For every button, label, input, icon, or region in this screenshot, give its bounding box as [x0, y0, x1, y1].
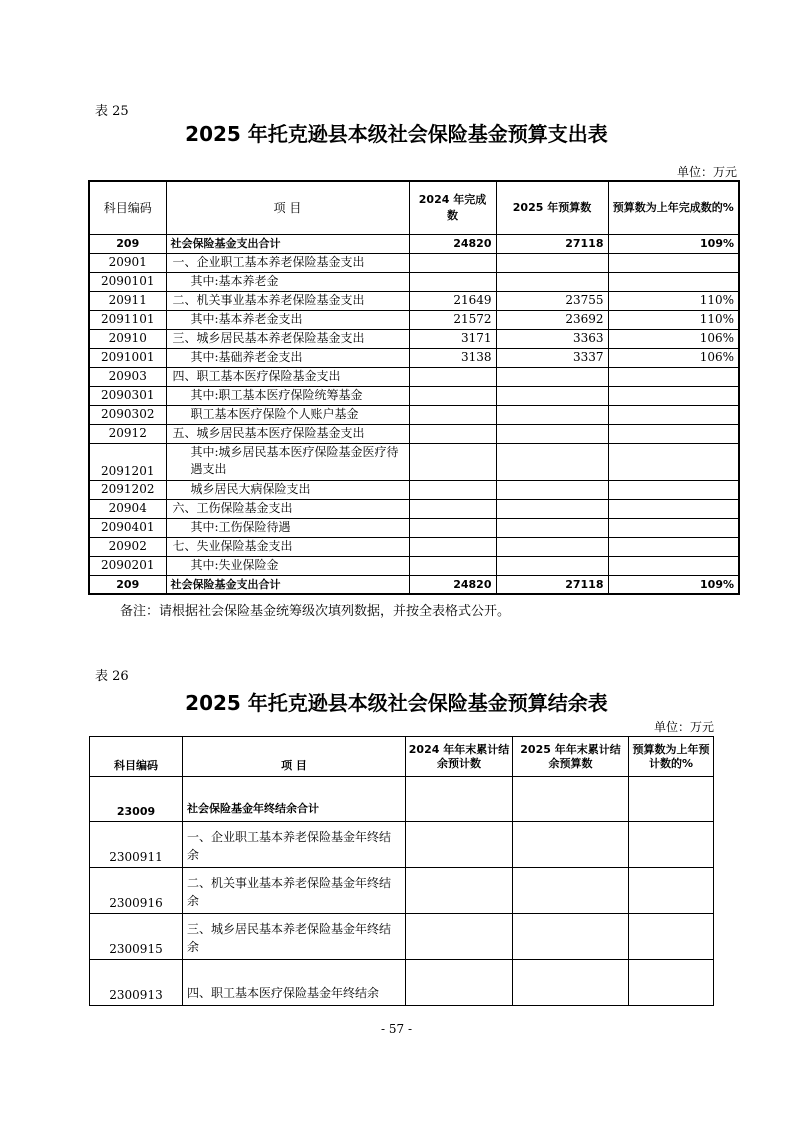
row-2025-value — [513, 914, 629, 960]
row-2025-value — [496, 537, 608, 556]
table-row — [89, 556, 739, 575]
col-header-code: 科目编码 — [89, 181, 166, 234]
row-2025-value — [513, 822, 629, 868]
row-item: 一、企业职工基本养老保险基金年终结余 — [183, 822, 406, 868]
row-2025-value — [496, 272, 608, 291]
table-row — [89, 537, 739, 556]
table25-note: 备注：请根据社会保险基金统筹级次填列数据，并按全表格式公开。 — [120, 604, 511, 619]
row-code: 209 — [89, 575, 166, 594]
row-pct-value — [608, 518, 739, 537]
row-item: 二、机关事业基本养老保险基金年终结余 — [183, 868, 406, 914]
row-code: 2300916 — [90, 868, 183, 914]
table-row — [89, 518, 739, 537]
row-2024-value — [406, 960, 513, 1006]
row-2024-value: 3171 — [409, 329, 496, 348]
row-2025-value — [496, 386, 608, 405]
row-2024-value — [409, 556, 496, 575]
row-2024-value — [409, 518, 496, 537]
row-code: 2091202 — [89, 480, 166, 499]
table-row — [89, 348, 739, 367]
row-2025-value — [496, 518, 608, 537]
row-2024-value — [406, 868, 513, 914]
row-pct-value — [629, 822, 714, 868]
row-2025-value — [513, 960, 629, 1006]
row-pct-value — [608, 424, 739, 443]
row-2024-value: 21649 — [409, 291, 496, 310]
row-item: 七、失业保险基金支出 — [166, 537, 409, 556]
col-header-pct: 预算数为上年完成数的% — [608, 181, 739, 234]
row-2024-value — [406, 822, 513, 868]
table-header-row — [90, 737, 714, 777]
row-2024-value — [409, 480, 496, 499]
table26-title: 2025 年托克逊县本级社会保险基金预算结余表 — [185, 691, 608, 715]
table25-label: 表 25 — [95, 104, 129, 119]
col-header-code: 科目编码 — [90, 737, 183, 777]
row-2024-value: 24820 — [409, 575, 496, 594]
row-2025-value — [496, 367, 608, 386]
row-pct-value — [629, 777, 714, 822]
row-pct-value: 109% — [608, 234, 739, 253]
row-2025-value: 23755 — [496, 291, 608, 310]
table-row — [89, 272, 739, 291]
table-row — [89, 329, 739, 348]
row-2025-value — [496, 424, 608, 443]
row-item: 社会保险基金年终结余合计 — [183, 777, 406, 822]
row-item: 六、工伤保险基金支出 — [166, 499, 409, 518]
table-row — [89, 234, 739, 253]
table-row — [89, 575, 739, 594]
table-row — [89, 386, 739, 405]
row-pct-value — [608, 367, 739, 386]
row-code: 2091101 — [89, 310, 166, 329]
table-row — [90, 868, 714, 914]
row-item: 四、职工基本医疗保险基金年终结余 — [183, 960, 406, 1006]
row-pct-value: 106% — [608, 329, 739, 348]
row-2025-value — [496, 499, 608, 518]
row-2024-value — [409, 367, 496, 386]
row-pct-value: 106% — [608, 348, 739, 367]
row-pct-value: 110% — [608, 310, 739, 329]
table-row — [90, 777, 714, 822]
table-header-row — [89, 181, 739, 234]
row-pct-value — [629, 960, 714, 1006]
row-2024-value — [409, 499, 496, 518]
row-code: 2090101 — [89, 272, 166, 291]
row-2025-value — [513, 777, 629, 822]
col-header-2025: 2025 年预算数 — [496, 181, 608, 234]
row-item: 职工基本医疗保险个人账户基金 — [166, 405, 409, 424]
row-2024-value: 21572 — [409, 310, 496, 329]
row-code: 20911 — [89, 291, 166, 310]
table-row — [89, 480, 739, 499]
row-pct-value — [608, 272, 739, 291]
row-code: 2300911 — [90, 822, 183, 868]
row-2025-value — [496, 556, 608, 575]
row-code: 2090201 — [89, 556, 166, 575]
row-2024-value — [406, 914, 513, 960]
row-pct-value — [608, 480, 739, 499]
row-2024-value — [406, 777, 513, 822]
row-2025-value: 27118 — [496, 575, 608, 594]
budget-expenditure-table — [88, 180, 740, 595]
row-2025-value — [496, 405, 608, 424]
row-2024-value: 3138 — [409, 348, 496, 367]
row-2025-value: 3337 — [496, 348, 608, 367]
row-code: 20902 — [89, 537, 166, 556]
table26-label: 表 26 — [95, 669, 129, 684]
row-2025-value: 27118 — [496, 234, 608, 253]
row-pct-value: 109% — [608, 575, 739, 594]
row-item: 其中:基本养老金 — [166, 272, 409, 291]
table-row — [89, 291, 739, 310]
table26-unit: 单位：万元 — [653, 720, 714, 734]
table-row — [89, 499, 739, 518]
budget-balance-table — [89, 736, 714, 1006]
row-code: 23009 — [90, 777, 183, 822]
row-2025-value — [513, 868, 629, 914]
table-row — [90, 914, 714, 960]
row-code: 209 — [89, 234, 166, 253]
table-row — [89, 367, 739, 386]
row-2025-value — [496, 480, 608, 499]
col-header-2024: 2024 年完成数 — [409, 181, 496, 234]
row-item: 三、城乡居民基本养老保险基金支出 — [166, 329, 409, 348]
row-pct-value — [608, 443, 739, 480]
row-2024-value — [409, 405, 496, 424]
row-pct-value — [629, 914, 714, 960]
row-code: 20912 — [89, 424, 166, 443]
row-item: 其中:职工基本医疗保险统筹基金 — [166, 386, 409, 405]
table-row — [89, 424, 739, 443]
row-code: 2091201 — [89, 443, 166, 480]
row-2024-value — [409, 253, 496, 272]
table25-unit: 单位：万元 — [676, 165, 737, 179]
row-item: 城乡居民大病保险支出 — [166, 480, 409, 499]
row-code: 2300913 — [90, 960, 183, 1006]
col-header-item: 项 目 — [183, 737, 406, 777]
row-2024-value — [409, 443, 496, 480]
table-row — [89, 443, 739, 480]
row-item: 其中:城乡居民基本医疗保险基金医疗待遇支出 — [166, 443, 409, 480]
row-item: 三、城乡居民基本养老保险基金年终结余 — [183, 914, 406, 960]
row-pct-value — [608, 537, 739, 556]
row-code: 20904 — [89, 499, 166, 518]
row-pct-value — [629, 868, 714, 914]
row-item: 其中:基础养老金支出 — [166, 348, 409, 367]
row-item: 其中:工伤保险待遇 — [166, 518, 409, 537]
row-code: 20910 — [89, 329, 166, 348]
table-row — [90, 822, 714, 868]
table-row — [89, 405, 739, 424]
row-code: 2300915 — [90, 914, 183, 960]
row-code: 2090301 — [89, 386, 166, 405]
table25-title: 2025 年托克逊县本级社会保险基金预算支出表 — [185, 122, 608, 146]
row-2025-value — [496, 253, 608, 272]
table-row — [90, 960, 714, 1006]
row-2024-value — [409, 386, 496, 405]
row-pct-value — [608, 499, 739, 518]
row-2024-value — [409, 537, 496, 556]
row-code: 2090302 — [89, 405, 166, 424]
row-code: 20903 — [89, 367, 166, 386]
row-item: 其中:失业保险金 — [166, 556, 409, 575]
row-item: 社会保险基金支出合计 — [166, 234, 409, 253]
row-2025-value — [496, 443, 608, 480]
row-code: 2090401 — [89, 518, 166, 537]
row-item: 其中:基本养老金支出 — [166, 310, 409, 329]
row-pct-value — [608, 386, 739, 405]
row-2025-value: 23692 — [496, 310, 608, 329]
row-pct-value — [608, 405, 739, 424]
row-item: 五、城乡居民基本医疗保险基金支出 — [166, 424, 409, 443]
row-item: 一、企业职工基本养老保险基金支出 — [166, 253, 409, 272]
row-code: 2091001 — [89, 348, 166, 367]
page-number: - 57 - — [380, 1022, 412, 1036]
col-header-item: 项 目 — [166, 181, 409, 234]
row-item: 四、职工基本医疗保险基金支出 — [166, 367, 409, 386]
row-2025-value: 3363 — [496, 329, 608, 348]
row-item: 社会保险基金支出合计 — [166, 575, 409, 594]
row-pct-value — [608, 556, 739, 575]
table-row — [89, 253, 739, 272]
row-2024-value — [409, 424, 496, 443]
row-item: 二、机关事业基本养老保险基金支出 — [166, 291, 409, 310]
col-header-pct: 预算数为上年预计数的% — [629, 737, 714, 777]
col-header-2025: 2025 年年末累计结余预算数 — [513, 737, 629, 777]
table-row — [89, 310, 739, 329]
row-2024-value: 24820 — [409, 234, 496, 253]
row-2024-value — [409, 272, 496, 291]
row-pct-value: 110% — [608, 291, 739, 310]
row-code: 20901 — [89, 253, 166, 272]
col-header-2024: 2024 年年末累计结余预计数 — [406, 737, 513, 777]
row-pct-value — [608, 253, 739, 272]
